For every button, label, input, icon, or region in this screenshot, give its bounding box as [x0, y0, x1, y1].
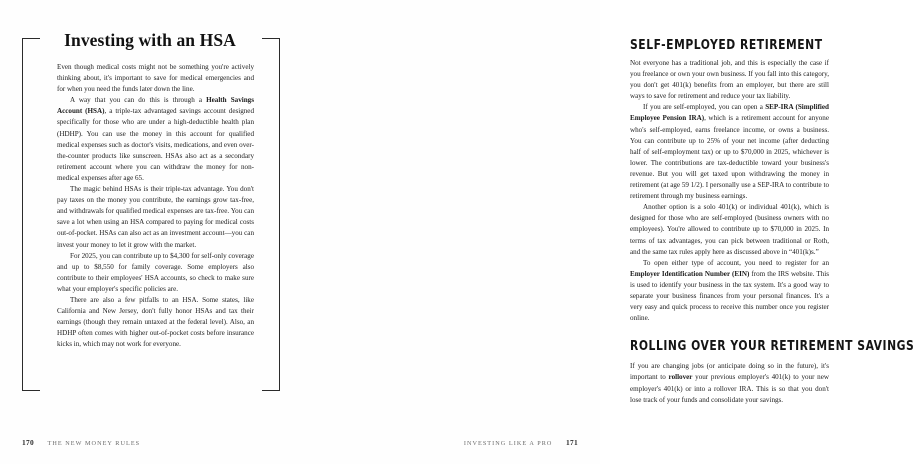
section-heading-1-wrap — [630, 38, 839, 53]
paragraph: If you are changing jobs (or anticipate doing so in the future), it's important to rollover your previous employer's 401(k) to your new employer's 401(k) or into a rollover IRA. This is so that you don't lose track of your funds and consolidate your savings. — [630, 362, 829, 404]
right-page-footer — [464, 438, 578, 447]
paragraph: If you are self-employed, you can open a SEP-IRA (Simplified Employee Pension IRA), which is a retirement account for anyone who's self-employed, earns freelance income, or owns a business. You can contribute up to 25% of your net income (after deducting half of self-employment tax) or up to $70,000 in 2025, whichever is lower. The contributions are tax-deductible toward your business's revenue. But you will get taxed upon withdrawing the money in retirement (at age 59 1/2). I personally use a SEP-IRA to contribute to retirement through my business earnings. — [630, 103, 829, 201]
paragraph: Another option is a solo 401(k) or individual 401(k), which is designed for those who are self-employed (business owners with no employees). You're allowed to contribute up to $70,000 in 2025. In terms of tax advantages, you can pick between traditional or Roth, and the same tax rules apply here as discussed above in “401(k)s.” — [630, 203, 829, 256]
frame-edge-right — [279, 38, 280, 390]
frame-corner-bottom-left — [22, 390, 40, 391]
paragraph: There are also a few pitfalls to an HSA. Some states, like California and New Jersey, don't fully honor HSAs and tax their earnings (though they remain untaxed at the federal level). Also, an HDHP often comes with higher out-of-pocket costs before insurance kicks in, which may not work for everyone. — [57, 295, 254, 349]
left-page-body-column — [57, 62, 254, 350]
left-page-footer — [22, 438, 140, 447]
running-head-left: THE NEW MONEY RULES — [47, 440, 141, 447]
frame-corner-bottom-right — [262, 390, 280, 391]
right-page-body-column — [630, 58, 914, 406]
chapter-title: Investing with an HSA — [64, 30, 236, 50]
left-page — [0, 0, 300, 464]
section-heading-rolling-over-retirement-savings: ROLLING OVER YOUR RETIREMENT SAVINGS — [630, 339, 914, 355]
running-head-right: INVESTING LIKE A PRO — [463, 440, 553, 447]
paragraph: To open either type of account, you need to register for an Employer Identification Number (EIN) from the IRS website. This is used to identify your business in the tax system. It's a good way to separate your business finances from your personal finances. It's a very easy and quick process to receive this number once you register online. — [630, 258, 830, 323]
page-number-right: 171 — [566, 438, 578, 447]
page-number-left: 170 — [22, 438, 34, 447]
paragraph: Not everyone has a traditional job, and this is especially the case if you freelance or own your own business. If you fall into this category, you don't get 401(k) benefits from an employer, but there are still ways to save for retirement and reduce your tax liability. — [630, 59, 829, 101]
paragraph: A way that you can do this is through a Health Savings Account (HSA), a triple-tax advantaged savings account designed specifically for those who are under a high-deductible health plan (HDHP). You can use the money in this account for qualified medical expenses such as doctor's visits, medications, and even over-the-counter products like sunscreen. HSAs also act as a secondary retirement account where you can withdraw the money for non-medical expenses after age 65. — [57, 96, 254, 182]
frame-edge-left — [22, 38, 23, 390]
right-page — [300, 0, 914, 464]
paragraph: The magic behind HSAs is their triple-tax advantage. You don't pay taxes on the money you contribute, the earnings grow tax-free, and withdrawals for qualified medical expenses are tax-free. You can save a lot when using an HSA compared to paying for medical costs out-of-pocket. HSAs can also act as an investment account—you can invest your money to let it grow with the market. — [57, 185, 254, 249]
paragraph: For 2025, you can contribute up to $4,300 for self-only coverage and up to $8,550 for family coverage. Some employers also contribute to their employees' HSA accounts, so check to make sure what your employer's specific policies are. — [57, 251, 254, 293]
paragraph: Even though medical costs might not be something you're actively thinking about, it's important to save for medical emergencies and for when you need the funds later down the line. — [57, 63, 254, 94]
section-heading-self-employed-retirement: SELF-EMPLOYED RETIREMENT — [630, 38, 823, 53]
